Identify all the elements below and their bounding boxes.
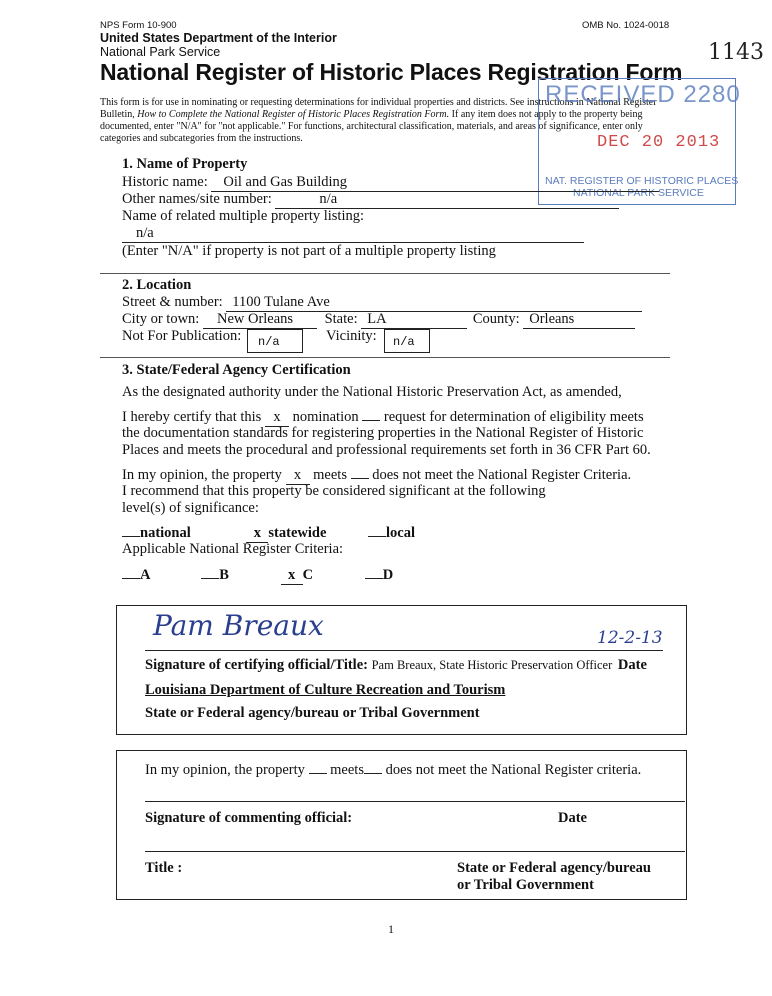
stamp-line-1: NAT. REGISTER OF HISTORIC PLACES xyxy=(545,175,739,187)
section-2-heading: 2. Location xyxy=(122,277,192,293)
opinion-text-c: does not meet the National Register Criteria. xyxy=(372,467,632,483)
stamp-line-2: NATIONAL PARK SERVICE xyxy=(573,187,704,199)
recommend-line-2: level(s) of significance: xyxy=(122,500,259,516)
intro-line-1: This form is for use in nominating or requesting determinations for individual properties and districts. See instructions in National Register xyxy=(100,97,657,108)
certifying-agency: Louisiana Department of Culture Recreation and Tourism xyxy=(145,682,506,698)
comment-meets-blank xyxy=(309,761,327,774)
divider xyxy=(100,273,670,274)
commenting-title-label: Title : xyxy=(145,860,183,876)
comment-title-line xyxy=(145,851,685,852)
historic-name-value: Oil and Gas Building xyxy=(211,174,659,192)
other-names-row xyxy=(122,191,619,209)
criteria-row xyxy=(122,566,393,585)
criterion-c-label: C xyxy=(302,567,314,583)
level-national-label: national xyxy=(140,525,191,541)
certifying-official-name: Pam Breaux, State Historic Preservation Officer xyxy=(371,658,613,672)
certifying-signature-row xyxy=(145,657,647,674)
state-value: LA xyxy=(361,311,467,329)
handwritten-signature: Pam Breaux xyxy=(153,609,324,642)
opinion-does-not-meet-blank xyxy=(351,466,369,479)
related-listing-row xyxy=(122,225,584,243)
signature-line xyxy=(145,650,663,651)
multiple-listing-note: (Enter "N/A" if property is not part of a multiple property listing xyxy=(122,243,496,259)
criteria-label: Applicable National Register Criteria: xyxy=(122,541,344,557)
department: United States Department of the Interior xyxy=(100,31,337,45)
opinion-text-b: meets xyxy=(313,467,347,483)
vicinity-label: Vicinity: xyxy=(326,328,377,344)
criterion-a-blank xyxy=(122,566,140,579)
stamp-date: DEC 20 2013 xyxy=(597,133,721,152)
other-names-value: n/a xyxy=(275,191,619,209)
opinion-text-a: In my opinion, the property xyxy=(122,467,282,483)
commenting-agency-line-1: State or Federal agency/bureau xyxy=(457,860,651,876)
intro-line-4: categories and subcategories from the instructions. xyxy=(100,133,303,144)
opinion-meets-mark: x xyxy=(286,467,310,485)
recommend-line-1: I recommend that this property be considered significant at the following xyxy=(122,483,546,499)
commenting-date-label: Date xyxy=(558,810,587,826)
divider xyxy=(100,357,670,358)
street-value: 1100 Tulane Ave xyxy=(226,294,642,312)
comment-opinion-text-b: meets xyxy=(330,762,364,778)
page-title: National Register of Historic Places Registration Form xyxy=(100,59,683,85)
certify-line-3: Places and meets the procedural and professional requirements set forth in 36 CFR Part 60. xyxy=(122,442,651,458)
intro-line-2-italic: How to Complete the National Register of Historic Places Registration Form. xyxy=(137,109,450,120)
comment-box xyxy=(116,750,687,900)
historic-name-label: Historic name: xyxy=(122,174,208,190)
certify-line-2: the documentation standards for registering properties in the National Register of Historic xyxy=(122,425,644,441)
criterion-b-label: B xyxy=(219,567,229,583)
comment-does-not-meet-blank xyxy=(364,761,382,774)
intro-line-2-a: Bulletin, xyxy=(100,109,138,120)
comment-opinion-row xyxy=(145,761,641,779)
certifying-date-label: Date xyxy=(617,657,647,673)
omb-number: OMB No. 1024-0018 xyxy=(582,20,670,31)
criterion-d-label: D xyxy=(382,567,394,583)
street-label: Street & number: xyxy=(122,294,223,310)
city-row xyxy=(122,311,635,329)
vicinity-box[interactable]: n/a xyxy=(384,329,430,353)
form-number: NPS Form 10-900 xyxy=(100,20,177,31)
not-for-publication-box[interactable]: n/a xyxy=(247,329,303,353)
page-number: 1 xyxy=(388,922,394,936)
handwritten-signature-date: 12-2-13 xyxy=(597,628,663,648)
commenting-signature-label: Signature of commenting official: xyxy=(145,810,353,826)
certify-request-blank xyxy=(362,408,380,421)
county-label: County: xyxy=(472,311,520,327)
criterion-d-blank xyxy=(365,566,383,579)
level-statewide-label: statewide xyxy=(268,525,327,541)
level-local-label: local xyxy=(386,525,416,541)
service: National Park Service xyxy=(100,45,221,59)
section-3-heading: 3. State/Federal Agency Certification xyxy=(122,362,351,378)
certifying-agency-label: State or Federal agency/bureau or Tribal Government xyxy=(145,705,480,721)
certify-text-a: I hereby certify that this xyxy=(122,409,262,425)
city-value: New Orleans xyxy=(203,311,317,329)
county-value: Orleans xyxy=(523,311,635,329)
section-1-heading: 1. Name of Property xyxy=(122,156,248,172)
not-for-publication-label: Not For Publication: xyxy=(122,328,242,344)
state-label: State: xyxy=(324,311,358,327)
certify-text-b: nomination xyxy=(292,409,359,425)
level-local-blank xyxy=(368,524,386,537)
other-names-label: Other names/site number: xyxy=(122,191,272,207)
related-listing-label: Name of related multiple property listing: xyxy=(122,208,365,224)
related-listing-value: n/a xyxy=(122,225,584,243)
comment-opinion-text-c: does not meet the National Register criteria. xyxy=(385,762,642,778)
authority-paragraph: As the designated authority under the National Historic Preservation Act, as amended, xyxy=(122,384,622,400)
city-label: City or town: xyxy=(122,311,200,327)
street-row xyxy=(122,294,642,312)
comment-signature-line xyxy=(145,801,685,802)
certify-text-c: request for determination of eligibility meets xyxy=(383,409,644,425)
commenting-agency-line-2: or Tribal Government xyxy=(457,877,594,893)
level-statewide-mark: x xyxy=(246,525,268,543)
criterion-c-mark: x xyxy=(281,567,303,585)
certify-nomination-mark: x xyxy=(265,409,289,427)
stamp-received: RECEIVED 2280 xyxy=(545,81,741,108)
certification-box xyxy=(116,605,687,735)
certifying-signature-label: Signature of certifying official/Title: xyxy=(145,657,368,673)
intro-line-2-b: If any item does not apply to the property being xyxy=(449,109,643,120)
criterion-a-label: A xyxy=(140,567,150,583)
criterion-b-blank xyxy=(201,566,219,579)
comment-opinion-text-a: In my opinion, the property xyxy=(145,762,305,778)
intro-line-3: documented, enter "N/A" for "not applicable." For functions, architectural classification, materials, and areas of significance, enter only xyxy=(100,121,643,132)
level-national-blank xyxy=(122,524,140,537)
historic-name-row xyxy=(122,174,659,192)
handwritten-page-note: 1143 xyxy=(708,40,764,65)
